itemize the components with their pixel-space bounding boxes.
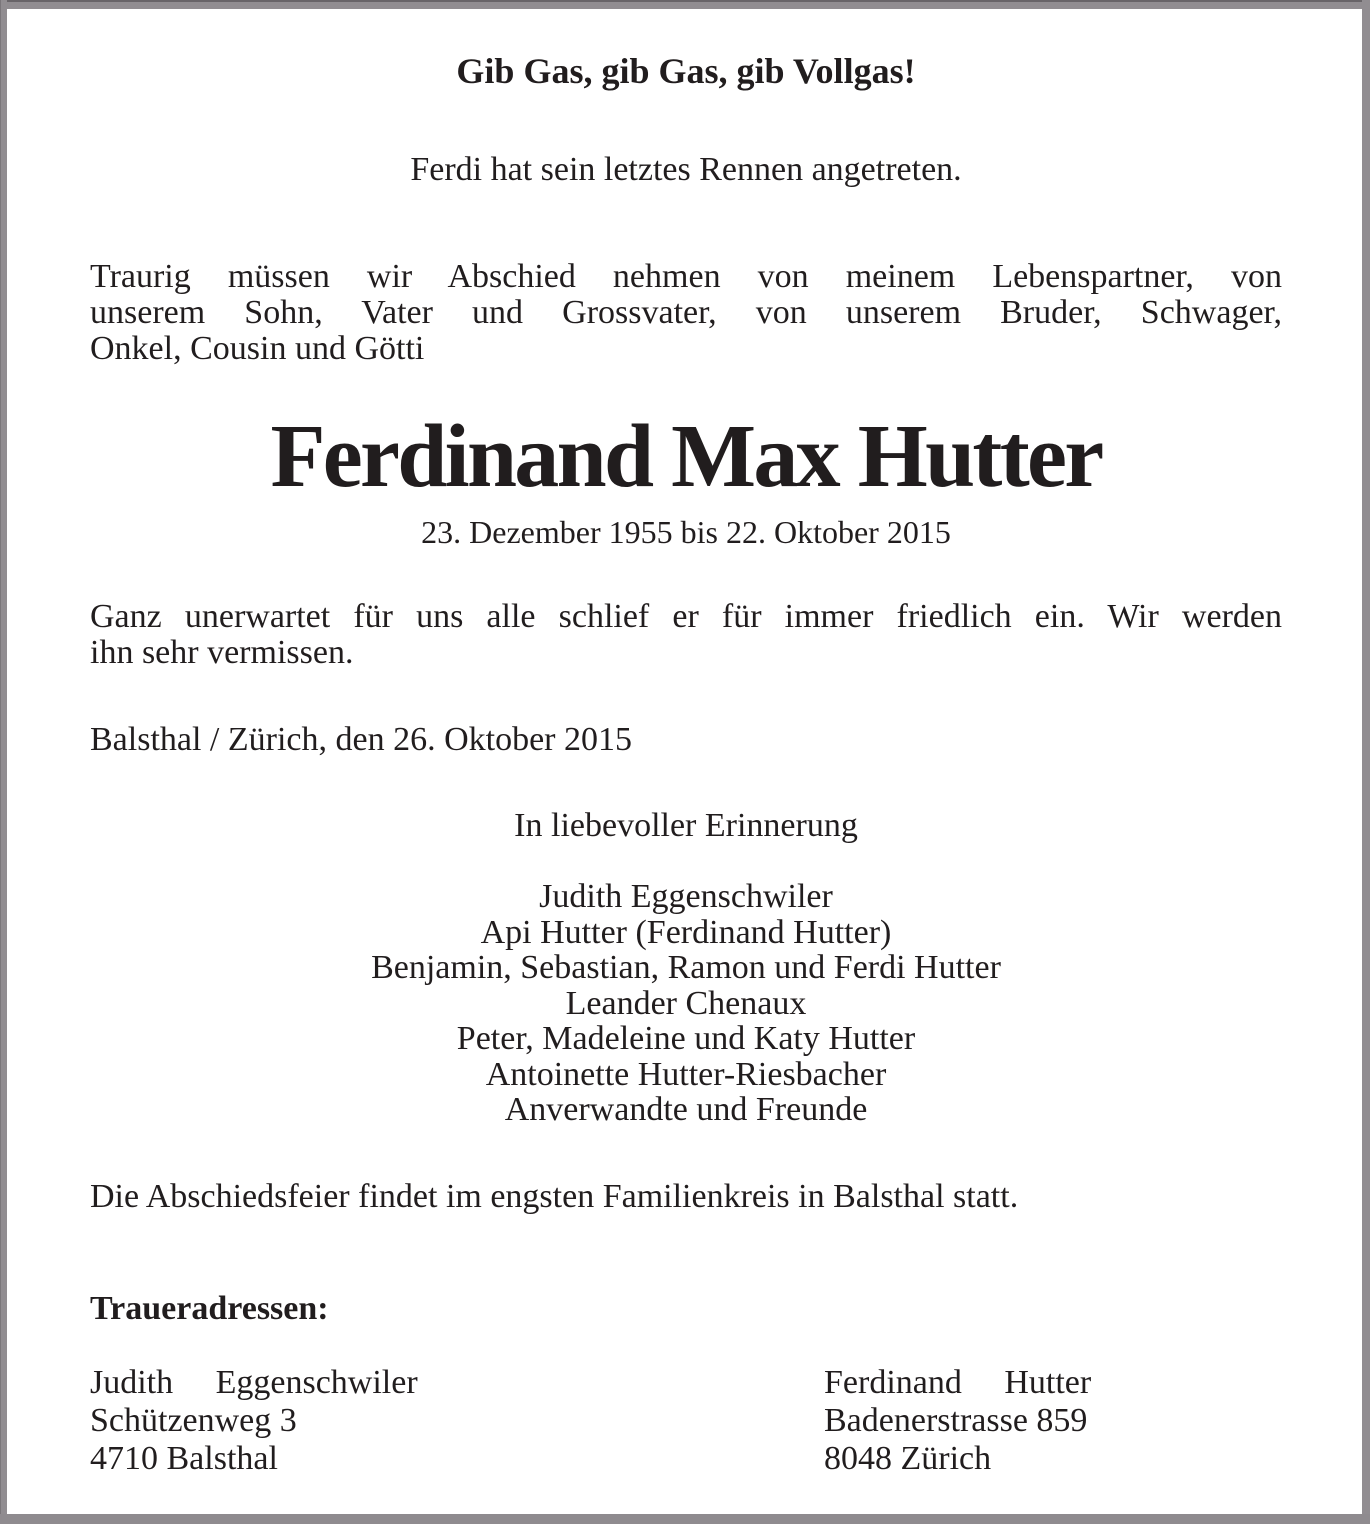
scan-border-left [0,0,7,1524]
place-date-line: Balsthal / Zürich, den 26. Oktober 2015 [90,721,633,758]
address-city: 4710 Balsthal [90,1439,278,1477]
mourning-addresses-heading: Traueradressen: [90,1289,329,1327]
mourning-addresses [90,1364,1282,1478]
farewell-line: Ganz unerwartet für uns alle schlief er für immer friedlich ein. Wir werden [90,598,1282,635]
intro-line: Ferdi hat sein letztes Rennen angetreten. [410,151,962,188]
scan-border-top [0,0,1370,9]
mourner-name: Benjamin, Sebastian, Ramon und Ferdi Hutter [371,949,1001,986]
deceased-name: Ferdinand Max Hutter [270,407,1102,506]
announcement-line: Onkel, Cousin und Götti [90,330,425,367]
announcement-paragraph [90,259,1282,367]
notice-sheet [7,9,1362,1514]
farewell-line: ihn sehr vermissen. [90,634,354,671]
address-city: 8048 Zürich [824,1439,992,1477]
announcement-line: Traurig müssen wir Abschied nehmen von meinem Lebenspartner, von [90,258,1282,295]
address-name: Judith Eggenschwiler [90,1363,418,1401]
address-street: Badenerstrasse 859 [824,1401,1088,1439]
ceremony-note: Die Abschiedsfeier findet im engsten Familienkreis in Balsthal statt. [90,1177,1019,1215]
mourner-name: Judith Eggenschwiler [539,878,833,915]
mourner-name: Anverwandte und Freunde [504,1091,868,1128]
announcement-line: unserem Sohn, Vater und Grossvater, von unserem Bruder, Schwager, [90,294,1282,331]
address-name: Ferdinand Hutter [824,1363,1092,1401]
scan-border-right [1362,0,1370,1524]
address-block-right [824,1364,1282,1478]
remembrance-heading: In liebevoller Erinnerung [514,807,858,844]
mourner-name: Leander Chenaux [565,984,807,1022]
mourner-name: Antoinette Hutter-Riesbacher [485,1055,887,1093]
address-block-left [90,1364,824,1478]
mourner-name: Peter, Madeleine und Katy Hutter [456,1020,916,1057]
mourners-list [90,879,1282,1128]
life-dates: 23. Dezember 1955 bis 22. Oktober 2015 [421,514,951,550]
motto-line: Gib Gas, gib Gas, gib Vollgas! [456,51,916,91]
address-street: Schützenweg 3 [90,1401,297,1439]
farewell-paragraph [90,599,1282,671]
scan-border-bottom [0,1514,1370,1524]
mourner-name: Api Hutter (Ferdinand Hutter) [480,913,892,951]
